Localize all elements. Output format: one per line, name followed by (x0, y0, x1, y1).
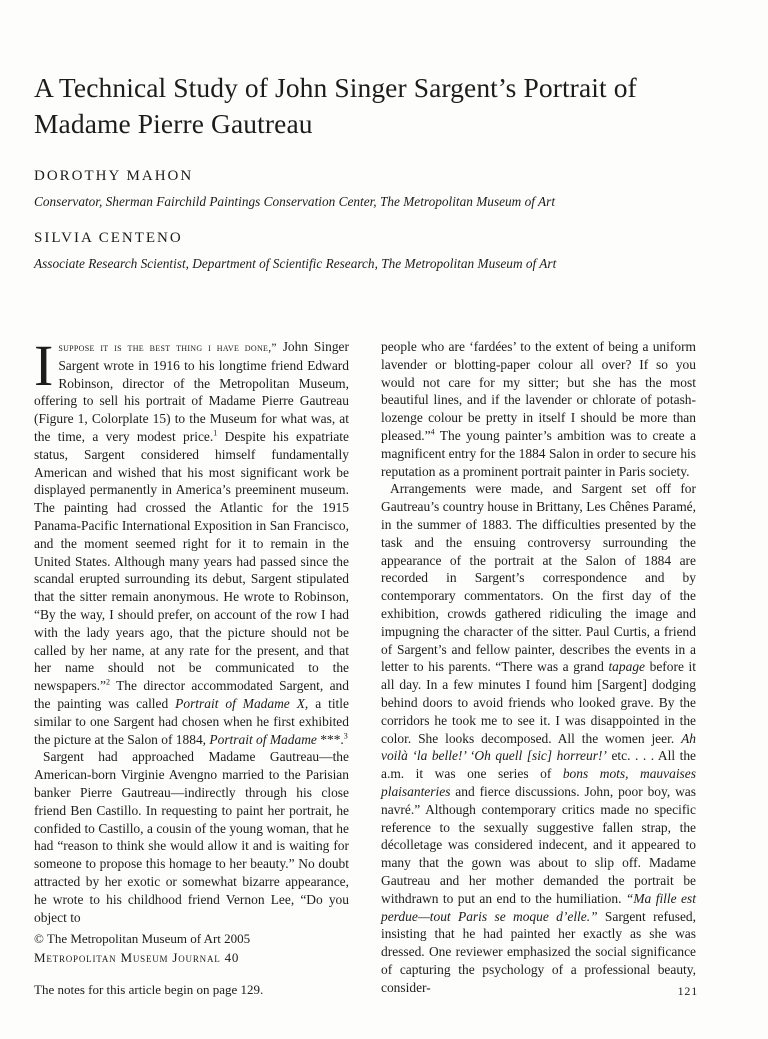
left-column (34, 333, 350, 926)
page-number: 121 (677, 984, 698, 998)
body-paragraph: people who are ‘fardées’ to the extent of being a uniform lavender or blotting-paper colour all over? If so you would not care for my sitter; but she has the most beautiful lines, and if the lavender or chlorate of potash-lozenge colour be pretty in itself I should be more than pleased.”$^4$ The young painter’s ambition was to create a magnificent entry for the 1884 Salon in order to secure his reputation as a prominent portrait painter in Paris society. (381, 339, 696, 479)
footnote-ref: 2 (106, 677, 111, 687)
article-title: A Technical Study of John Singer Sargent’s Portrait of Madame Pierre Gautreau (34, 72, 637, 139)
author-affiliation: Associate Research Scientist, Department of Scientific Research, The Metropolitan Museum of Art (34, 256, 557, 271)
body-paragraph: Sargent had approached Madame Gautreau—the American-born Virginie Avengno married to the Parisian banker Pierre Gautreau—indirectly through his close friend Ben Castillo. In requesting to paint her portrait, he confided to Castillo, a cousin of the young woman, that he had “reason to think she would allow it and is waiting for someone to propose this homage to her beauty.” No doubt attracted by her exotic or somewhat bizarre appearance, he wrote to his childhood friend Vernon Lee, “Do you object to (34, 749, 349, 925)
footnote-ref: 3 (343, 731, 348, 741)
journal-line: Metropolitan Museum Journal 40 (34, 950, 240, 965)
right-column (381, 338, 696, 996)
body-paragraph: Arrangements were made, and Sargent set off for Gautreau’s country house in Brittany, Les Chênes Paramé, in the summer of 1883. The difficulties presented by the task and the ensuing controversy surrounding the appearance of the portrait at the Salon of 1884 are recorded in Sargent’s correspondence and by contemporary commentators. On the first day of the exhibition, crowds gathered ridiculing the image and impugning the character of the sitter. Paul Curtis, a friend of Sargent’s and fellow painter, describes the events in a letter to his parents. “There was a grand tapage before it all day. In a few minutes I found him [Sargent] dodging behind doors to avoid friends who looked grave. By the corridors he took me to see it. I was disappointed in the color. She looks decomposed. All the women jeer. Ah voilà ‘la belle!’ ‘Oh quell [sic] horreur!’ etc. . . . All the a.m. it was one series of bons mots, mauvaises plaisanteries and fierce discussions. John, poor boy, was navré.” Although contemporary critics made no specific reference to the sexually suggestive fallen strap, the décolletage was considered indecent, and it appeared to many that the gown was about to slip off. Madame Gautreau and her mother demanded the portrait be withdrawn to put an end to the humiliation. “Ma fille est perdue—tout Paris se moque d’elle.” Sargent refused, insisting that he had painted her exactly as she was dressed. One reviewer emphasized the social significance of capturing the psychology of a professional beauty, consider- (381, 481, 696, 995)
footnote-ref: 1 (213, 428, 218, 438)
author-affiliation: Conservator, Sherman Fairchild Paintings Conservation Center, The Metropolitan Museum of Art (34, 194, 556, 209)
body-paragraph: Isuppose it is the best thing i have done,” John Singer Sargent wrote in 1916 to his longtime friend Edward Robinson, director of the Metropolitan Museum, offering to sell his portrait of Madame Pierre Gautreau (Figure 1, Colorplate 15) to the Museum for what was, at the time, a very modest price.$^1$ Despite his expatriate status, Sargent considered himself fundamentally American and wished that his most significant work be displayed permanently in America’s preeminent museum. The painting had crossed the Atlantic for the 1915 Panama-Pacific International Exposition in San Francisco, and the moment seemed right for it to remain in the United States. Although many years had passed since the scandal erupted surrounding its debut, Sargent stipulated that the sitter remain anonymous. He wrote to Robinson, “By the way, I should prefer, on account of the row I had with the lady years ago, that the picture should not be called by her name, at any rate for the present, and that her name should not be communicated to the newspapers.”$^2$ The director accommodated Sargent, and the painting was called Portrait of Madame X, a title similar to one Sargent had chosen when he first exhibited the picture at the Salon of 1884, Portrait of Madame ***.$^3$ (34, 333, 350, 747)
lead-in-smallcaps: suppose it is the best thing i have done,” (58, 341, 277, 354)
author-name: SILVIA CENTENO (34, 230, 183, 246)
footnote-ref: 4 (430, 427, 435, 437)
drop-cap: I (34, 333, 54, 398)
notes-reference: The notes for this article begin on page 129. (34, 982, 264, 997)
copyright-line: © The Metropolitan Museum of Art 2005 (34, 931, 251, 946)
author-name: DOROTHY MAHON (34, 168, 194, 184)
